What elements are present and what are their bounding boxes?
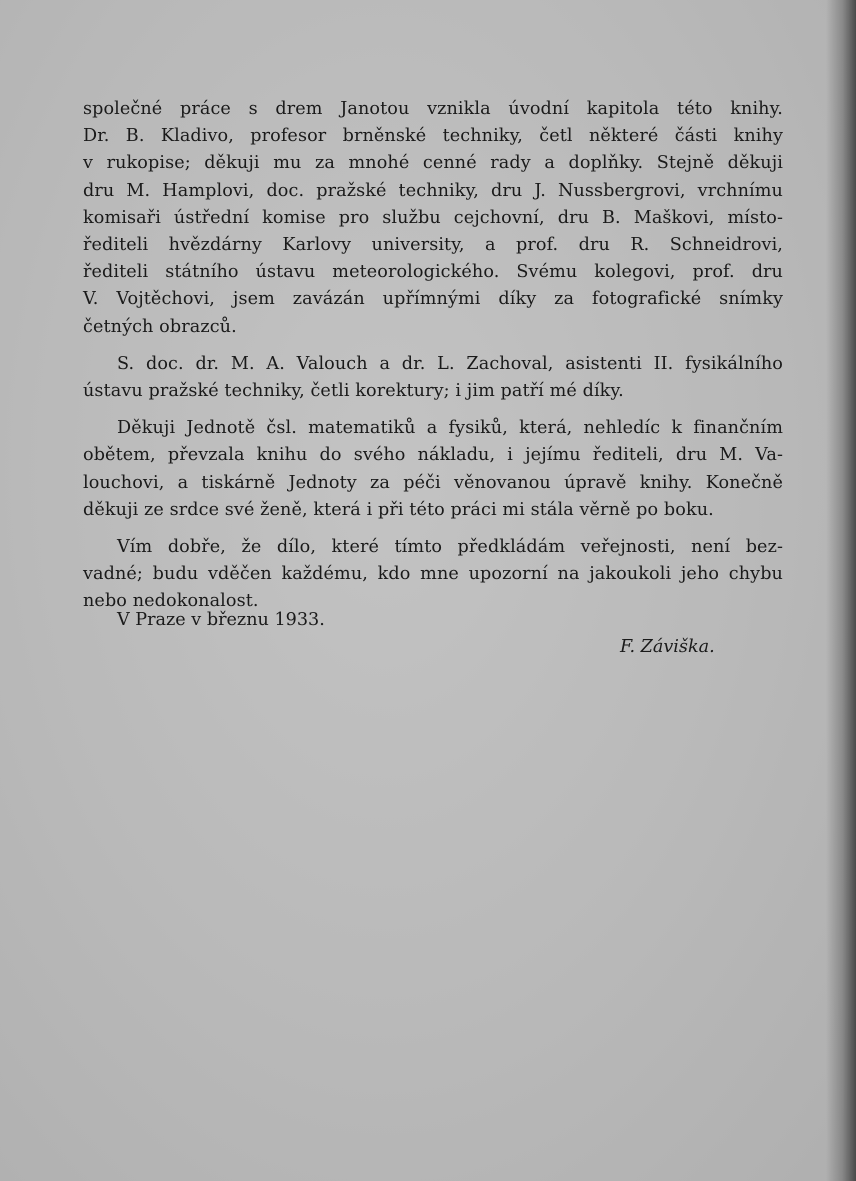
paragraph-2 bbox=[83, 351, 783, 405]
text-line: S. doc. dr. M. A. Valouch a dr. L. Zachoval, asistenti II. fysikálního bbox=[117, 353, 783, 374]
text-line: řediteli státního ústavu meteorologického. Svému kolegovi, prof. dru bbox=[83, 262, 783, 283]
text-line: děkuji ze srdce své ženě, která i při této práci mi stála věrně po boku. bbox=[83, 499, 714, 520]
text-line: komisaři ústřední komise pro službu cejchovní, dru B. Maškovi, místo- bbox=[83, 207, 783, 228]
text-line: společné práce s drem Janotou vznikla úvodní kapitola této knihy. bbox=[83, 99, 783, 119]
text-line: V. Vojtěchovi, jsem zavázán upřímnými díky za fotografické snímky bbox=[83, 289, 783, 310]
paragraph-4 bbox=[83, 534, 783, 616]
text-line: dru M. Hamplovi, doc. pražské techniky, dru J. Nussbergrovi, vrchnímu bbox=[83, 180, 783, 201]
text-line: vadné; budu vděčen každému, kdo mne upozorní na jakoukoli jeho chybu bbox=[83, 564, 783, 585]
place-date: V Praze v březnu 1933. bbox=[117, 610, 325, 630]
body-text bbox=[83, 96, 783, 616]
author-signature: F. Záviška. bbox=[620, 637, 715, 657]
text-line: ústavu pražské techniky, četli korektury; i jim patří mé díky. bbox=[83, 381, 624, 402]
text-line: obětem, převzala knihu do svého nákladu, i jejímu řediteli, dru M. Va- bbox=[83, 445, 783, 466]
text-line: Dr. B. Kladivo, profesor brněnské techniky, četl některé části knihy bbox=[83, 126, 783, 147]
page-edge-shadow bbox=[826, 0, 856, 1181]
text-line: Děkuji Jednotě čsl. matematiků a fysiků, která, nehledíc k finančním bbox=[117, 418, 783, 439]
paragraph-1 bbox=[83, 96, 783, 341]
text-line: Vím dobře, že dílo, které tímto předkládám veřejnosti, není bez- bbox=[117, 537, 783, 558]
paragraph-3 bbox=[83, 415, 783, 524]
text-line: četných obrazců. bbox=[83, 316, 237, 337]
text-line: v rukopise; děkuji mu za mnohé cenné rady a doplňky. Stejně děkuji bbox=[83, 153, 783, 174]
text-line: louchovi, a tiskárně Jednoty za péči věnovanou úpravě knihy. Konečně bbox=[83, 472, 783, 493]
text-line: řediteli hvězdárny Karlovy university, a prof. dru R. Schneidrovi, bbox=[83, 235, 783, 256]
text-line: nebo nedokonalost. bbox=[83, 591, 259, 612]
